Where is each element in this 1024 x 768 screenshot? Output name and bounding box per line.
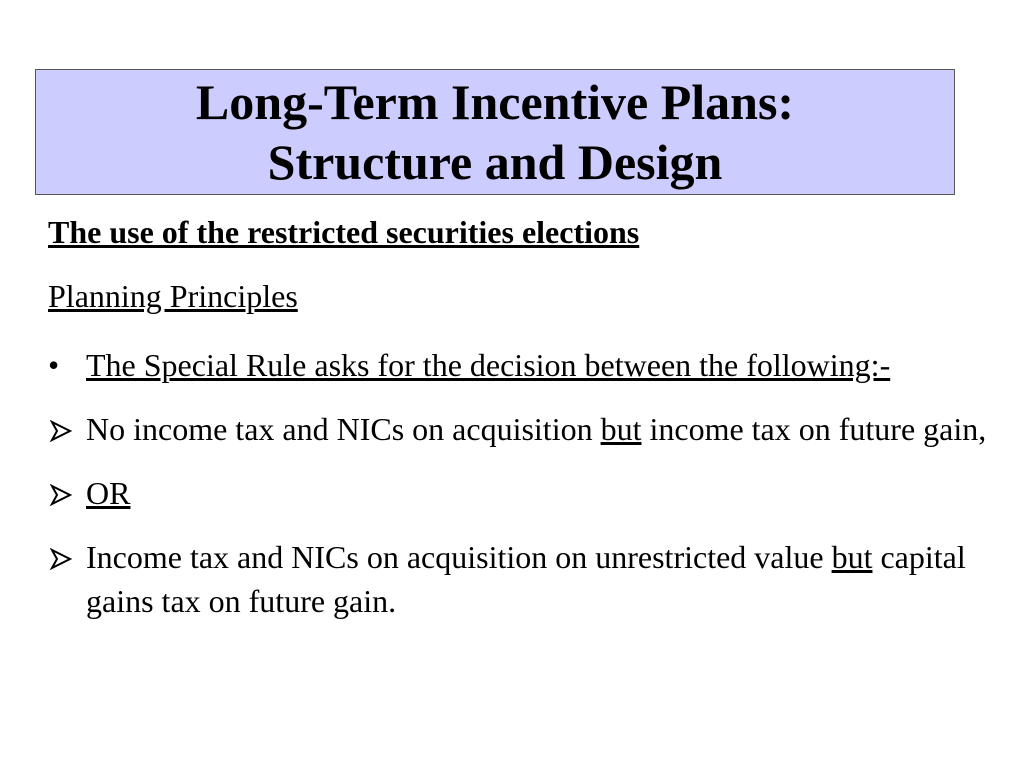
slide-content — [48, 213, 1018, 643]
title-box — [35, 69, 955, 195]
planning-principles-subheading: Planning Principles — [48, 278, 298, 314]
slide-title-line-1: Long-Term Incentive Plans: — [195, 74, 795, 130]
bullet-text: The Special Rule asks for the decision between the following:- — [86, 347, 891, 383]
arrow-item-text-end: capital gains tax on future gain. — [86, 539, 966, 619]
arrow-item-or — [48, 471, 1018, 515]
section-heading: The use of the restricted securities elections — [48, 214, 640, 250]
arrow-item-or-text: OR — [86, 475, 131, 511]
bullet-item-special-rule — [48, 343, 1018, 387]
arrow-item-but-emphasis: but — [831, 539, 873, 575]
arrow-item-text-end: income tax on future gain, — [641, 411, 987, 447]
arrow-item-no-income-tax — [48, 407, 1018, 451]
arrow-item-text-start: Income tax and NICs on acquisition on unrestricted value — [86, 539, 832, 575]
arrow-item-text-start: No income tax and NICs on acquisition — [86, 411, 601, 447]
arrow-item-income-tax — [48, 535, 1018, 623]
slide-title-line-2: Structure and Design — [267, 134, 723, 190]
arrow-item-but-emphasis: but — [600, 411, 642, 447]
bullet-icon: • — [48, 347, 60, 383]
